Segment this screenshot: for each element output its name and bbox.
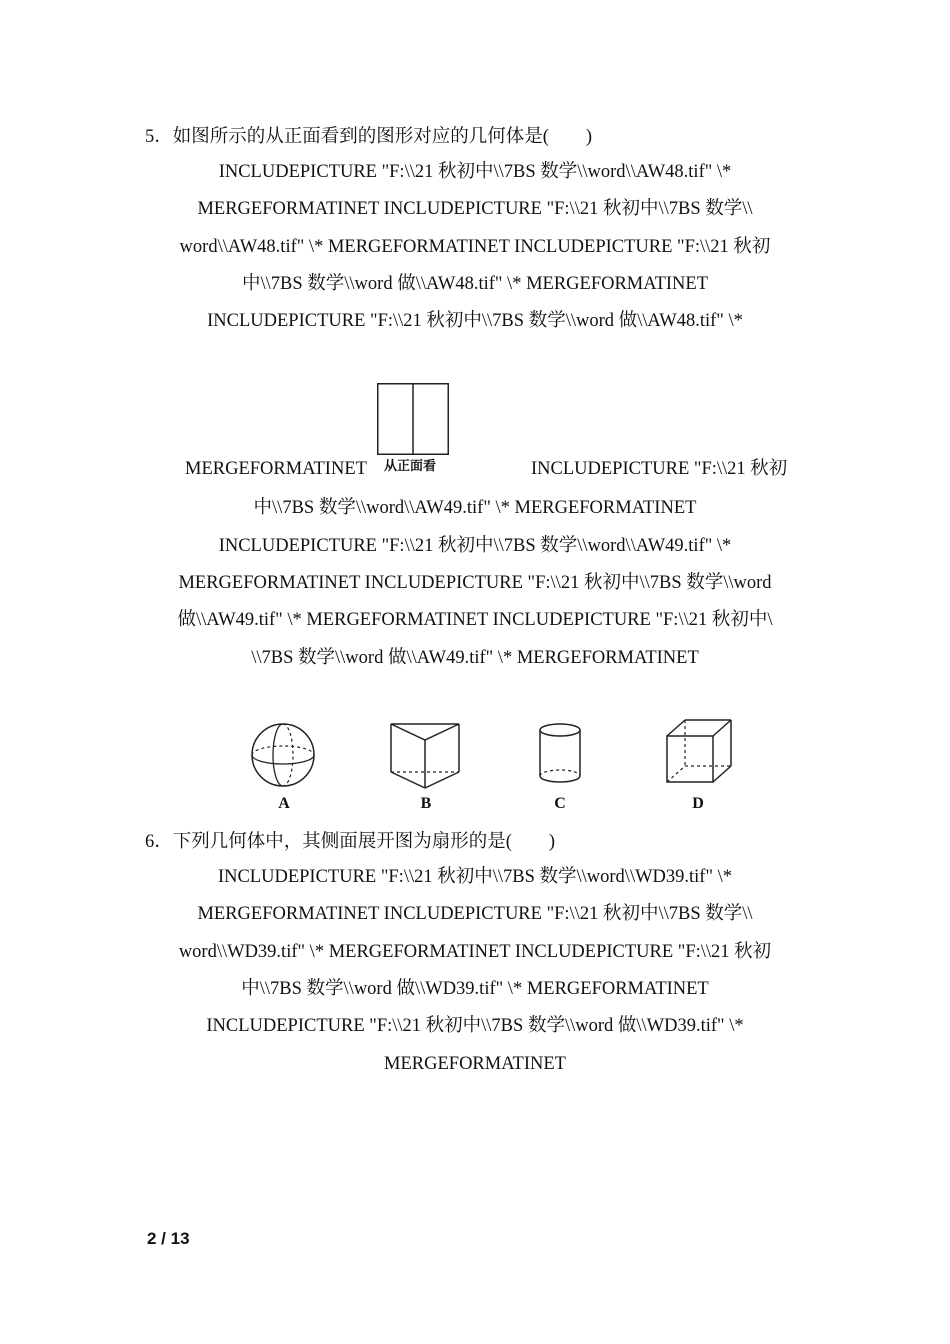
question-5-text: 5．如图所示的从正面看到的图形对应的几何体是( ) (145, 127, 593, 147)
option-label-a: A (278, 795, 290, 812)
field-code-line: INCLUDEPICTURE "F:\\21 秋初中\\7BS 数学\\word\\AW48.tif" \* (218, 162, 732, 182)
field-code-inline-right: INCLUDEPICTURE "F:\\21 秋初 (531, 459, 788, 479)
option-label-c: C (554, 795, 566, 812)
field-code-line: MERGEFORMATINET INCLUDEPICTURE "F:\\21 秋初中\\7BS 数学\\word (178, 573, 772, 593)
question-6-text: 6．下列几何体中，其侧面展开图为扇形的是( ) (145, 832, 556, 852)
field-code-line: 中\\7BS 数学\\word\\AW49.tif" \* MERGEFORMATINET (253, 498, 697, 518)
front-view-caption: 从正面看 (384, 459, 437, 474)
option-label-d: D (692, 795, 704, 812)
field-code-line: 中\\7BS 数学\\word 做\\WD39.tif" \* MERGEFORMATINET (241, 979, 709, 999)
page-number: 2 / 13 (147, 1229, 190, 1248)
sphere-figure (250, 722, 316, 788)
field-code-line: INCLUDEPICTURE "F:\\21 秋初中\\7BS 数学\\word\\WD39.tif" \* (217, 867, 733, 887)
option-label-b: B (420, 795, 432, 812)
front-view-figure (377, 383, 449, 455)
triangular-prism-figure (389, 720, 461, 790)
field-code-line: MERGEFORMATINET INCLUDEPICTURE "F:\\21 秋初中\\7BS 数学\\ (197, 199, 753, 219)
field-code-line: INCLUDEPICTURE "F:\\21 秋初中\\7BS 数学\\word 做\\WD39.tif" \* (206, 1016, 744, 1036)
field-code-line: MERGEFORMATINET (384, 1054, 566, 1074)
cylinder-figure (538, 722, 582, 784)
field-code-line: 做\\AW49.tif" \* MERGEFORMATINET INCLUDEPICTURE "F:\\21 秋初中\ (177, 610, 773, 630)
field-code-line: INCLUDEPICTURE "F:\\21 秋初中\\7BS 数学\\word 做\\AW48.tif" \* (207, 311, 743, 331)
field-code-line: INCLUDEPICTURE "F:\\21 秋初中\\7BS 数学\\word\\AW49.tif" \* (218, 536, 732, 556)
field-code-line: word\\WD39.tif" \* MERGEFORMATINET INCLUDEPICTURE "F:\\21 秋初 (178, 942, 772, 962)
field-code-line: MERGEFORMATINET INCLUDEPICTURE "F:\\21 秋初中\\7BS 数学\\ (197, 904, 753, 924)
field-code-line: 中\\7BS 数学\\word 做\\AW48.tif" \* MERGEFORMATINET (241, 274, 708, 294)
field-code-inline-left: MERGEFORMATINET (185, 459, 367, 479)
field-code-line: word\\AW48.tif" \* MERGEFORMATINET INCLUDEPICTURE "F:\\21 秋初 (179, 237, 771, 257)
field-code-line: \\7BS 数学\\word 做\\AW49.tif" \* MERGEFORMATINET (251, 648, 699, 668)
cube-figure (665, 718, 733, 784)
